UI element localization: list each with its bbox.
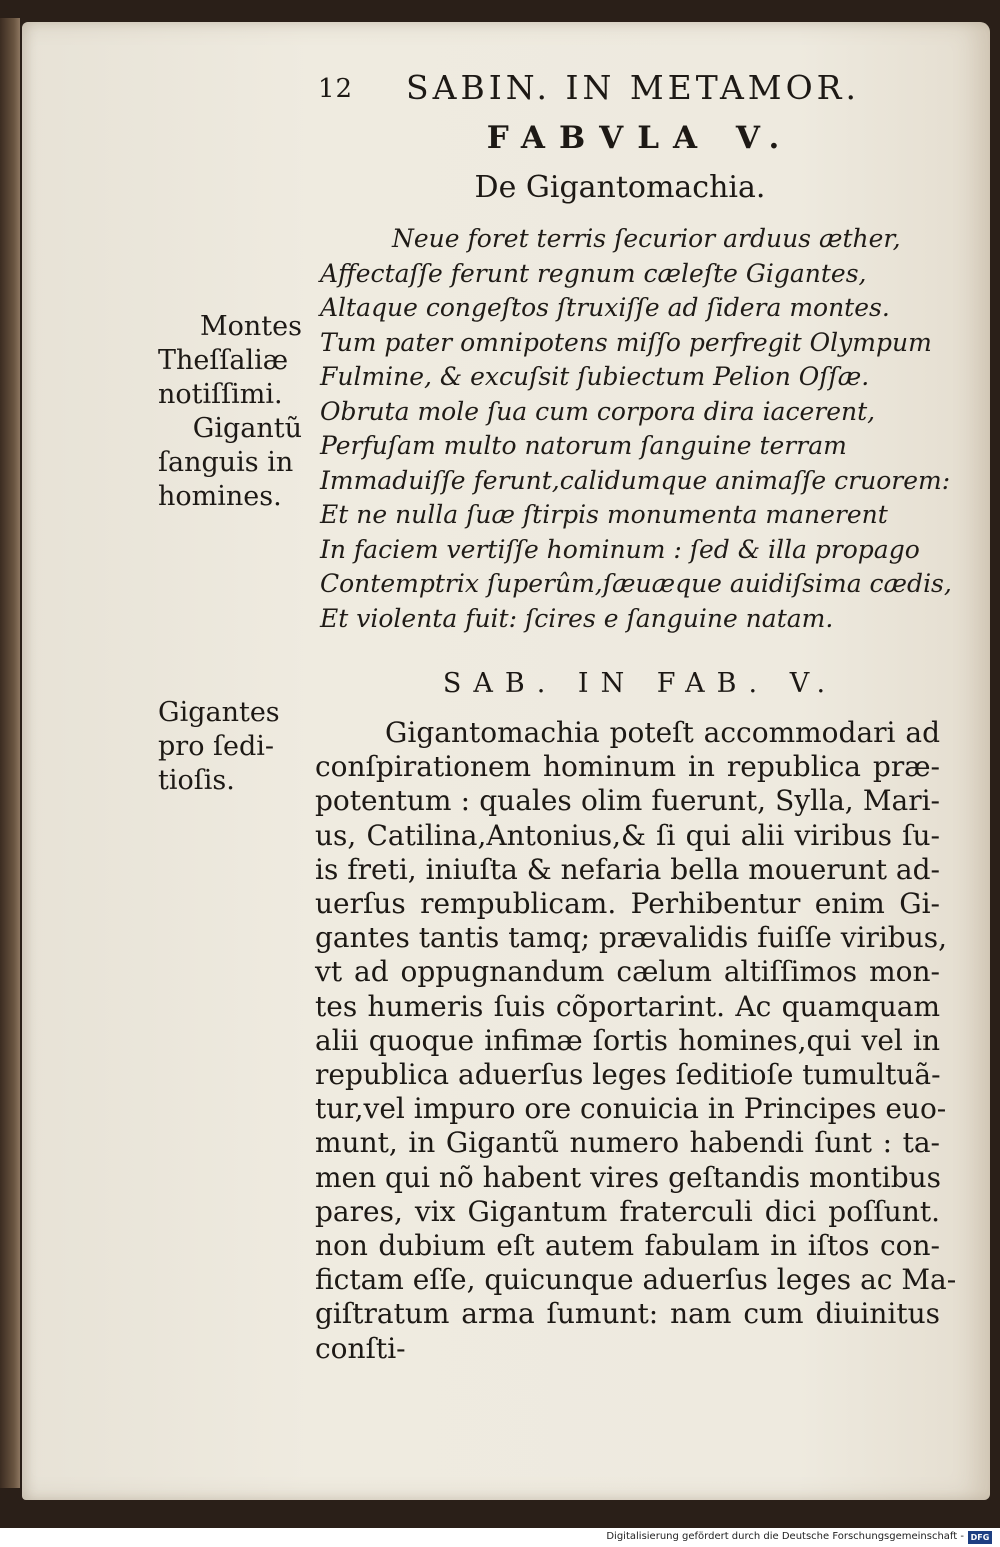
verse-line: Fulmine, & excuſsit ſubiectum Pelion Oſſæ.	[320, 362, 870, 391]
prose-line: tes humeris ſuis cõportarint. Ac quamquam	[315, 989, 940, 1023]
verse-line: Contemptrix ſuperûm,ſæuæque auidiſsima cædis,	[320, 569, 952, 598]
verse-line: Et violenta fuit: ſcires e ſanguine natam.	[320, 603, 834, 633]
prose-line: non dubium eſt autem fabulam in iſtos con-	[315, 1229, 940, 1263]
margin-note-line: homines.	[158, 481, 282, 512]
prose-line: Gigantomachia poteſt accommodari ad	[385, 716, 940, 749]
margin-note-line: Theſſaliæ	[158, 345, 289, 376]
margin-note-montes	[158, 310, 308, 514]
page-number: 12	[318, 74, 354, 104]
prose-line: gantes tantis tamq; prævalidis fuiſſe viribus,	[315, 921, 948, 955]
footer-bar	[0, 1529, 1000, 1547]
dfg-logo: DFG	[968, 1531, 992, 1544]
verse-line: Perfuſam multo natorum ſanguine terram	[320, 431, 847, 460]
book-binding-edge	[0, 18, 20, 1488]
running-head-title: SABIN. IN METAMOR.	[406, 68, 860, 107]
margin-note-line: notiſſimi.	[158, 379, 283, 410]
commentary-text	[315, 716, 957, 1366]
margin-note-line: tioſis.	[158, 765, 235, 796]
prose-line: munt, in Gigantũ numero habendi ſunt : ta-	[315, 1126, 940, 1160]
prose-line: fictam eſſe, quicunque aduerſus leges ac Ma-	[315, 1263, 957, 1297]
prose-line: men qui nõ habent vires geſtandis montibus	[315, 1160, 942, 1194]
prose-line: is freti, iniuſta & nefaria bella mouerunt ad-	[315, 852, 940, 886]
margin-note-line: Gigantũ	[192, 413, 302, 444]
margin-note-line: ſanguis in	[158, 447, 294, 478]
verse-line: Altaque congeſtos ſtruxiſſe ad ſidera montes.	[320, 293, 890, 322]
verse-line: Tum pater omnipotens miſſo perfregit Olympum	[320, 327, 932, 357]
margin-note-line: pro ſedi-	[158, 731, 275, 762]
prose-line: us, Catilina,Antonius,& ſi qui alii viribus ſu-	[315, 818, 940, 852]
fabula-title: FABVLA V.	[486, 120, 794, 156]
prose-line: alii quoque infimæ ſortis homines,qui vel in	[315, 1023, 940, 1057]
verse-line: Immaduiſſe ferunt,calidumque animaſſe cruorem:	[320, 465, 951, 495]
prose-line: uerſus rempublicam. Perhibentur enim Gi-	[315, 887, 940, 921]
verse-line: Affectaſſe ferunt regnum cæleſte Gigantes,	[320, 258, 867, 288]
commentary-title: SAB. IN FAB. V.	[442, 668, 838, 699]
prose-line: pares, vix Gigantum fraterculi dici poſſunt.	[315, 1194, 940, 1228]
margin-note-gigantes	[158, 696, 308, 798]
fabula-subtitle: De Gigantomachia.	[474, 170, 766, 205]
catchword: conſti-	[315, 1331, 406, 1365]
verse-line: In faciem vertiſſe hominum : ſed & illa propago	[320, 534, 920, 564]
margin-note-line: Montes	[200, 311, 302, 342]
verse-line: Neue foret terris ſecurior arduus æther,	[392, 224, 901, 253]
prose-line: potentum : quales olim fuerunt, Sylla, Mari-	[315, 784, 940, 818]
verse-block	[320, 222, 952, 636]
footer-credit: Digitalisierung gefördert durch die Deutsche Forschungsgemeinschaft -	[606, 1531, 964, 1542]
verse-line: Obruta mole ſua cum corpora dira iacerent,	[320, 396, 876, 426]
prose-line: conſpirationem hominum in republica præ-	[315, 750, 940, 784]
margin-note-line: Gigantes	[158, 697, 280, 728]
verse-line: Et ne nulla ſuæ ſtirpis monumenta manerent	[320, 500, 888, 529]
prose-line: republica aduerſus leges ſeditioſe tumultuã-	[315, 1058, 941, 1092]
prose-line: tur,vel impuro ore conuicia in Principes euo-	[315, 1092, 947, 1126]
prose-line: vt ad oppugnandum cælum altiſſimos mon-	[315, 955, 940, 989]
prose-line: giſtratum arma ſumunt: nam cum diuinitus	[315, 1297, 940, 1331]
